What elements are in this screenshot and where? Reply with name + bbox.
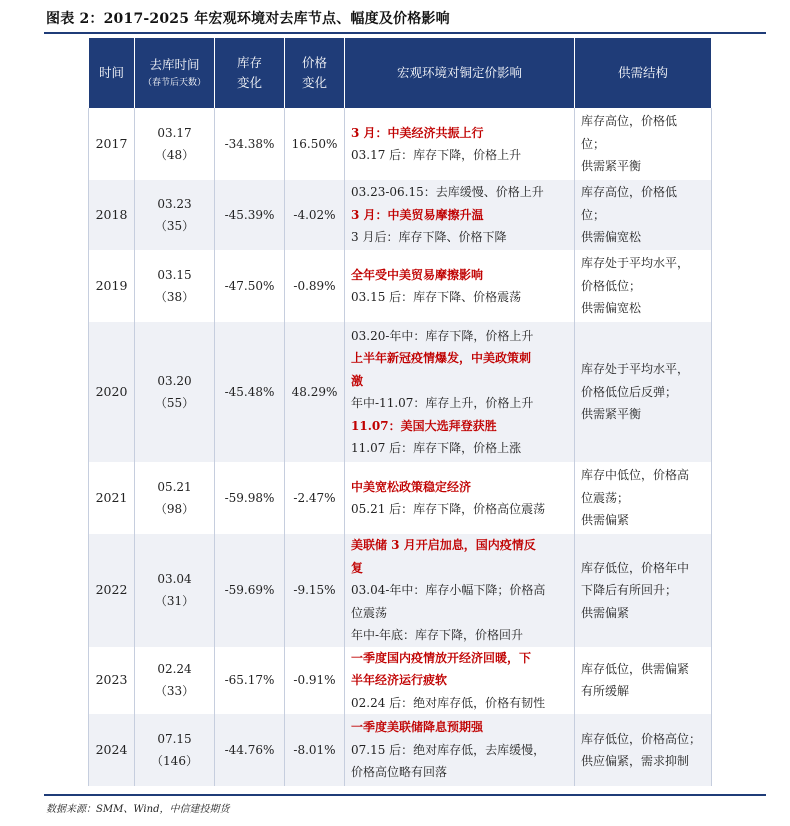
header-inventory-change: 库存变化 <box>215 38 285 108</box>
structure-line: 供需偏宽松 <box>581 230 642 245</box>
impact-line: 05.21 后：库存下降，价格高位震荡 <box>351 502 546 516</box>
impact-highlight-line: 3 月：中美经济共振上行 <box>351 125 484 140</box>
cell-macro-impact <box>345 534 575 647</box>
impact-line: 价格高位略有回落 <box>351 765 448 780</box>
structure-line: 库存处于平均水平， <box>581 362 690 377</box>
table-row <box>89 180 712 250</box>
cell-supply-demand <box>575 714 712 786</box>
table-row <box>89 462 712 534</box>
cell-supply-demand <box>575 462 712 534</box>
cell-price-change: -0.91% <box>285 647 345 715</box>
cell-year: 2024 <box>89 714 135 786</box>
cell-year: 2017 <box>89 108 135 180</box>
table-header-row <box>89 38 712 108</box>
cell-macro-impact <box>345 462 575 534</box>
header-supply-demand: 供需结构 <box>575 38 712 108</box>
impact-highlight-line: 3 月：中美贸易摩擦升温 <box>351 207 484 222</box>
cell-year: 2022 <box>89 534 135 647</box>
structure-line: 库存低位，价格高位； <box>581 731 702 746</box>
header-price-change: 价格变化 <box>285 38 345 108</box>
destock-date: 03.15 <box>157 267 192 282</box>
days-after-spring-festival: （98） <box>154 502 195 516</box>
impact-highlight-line: 半年经济运行疲软 <box>351 673 448 687</box>
cell-macro-impact <box>345 714 575 786</box>
cell-supply-demand <box>575 250 712 322</box>
structure-line: 位； <box>581 136 606 151</box>
cell-macro-impact <box>345 108 575 180</box>
source-note: 数据来源：SMM、Wind，中信建投期货 <box>46 804 230 815</box>
table-row <box>89 714 712 786</box>
cell-macro-impact <box>345 647 575 715</box>
impact-highlight-line: 一季度国内疫情放开经济回暖，下 <box>351 650 532 665</box>
days-after-spring-festival: （33） <box>154 684 195 699</box>
structure-line: 位； <box>581 207 606 222</box>
impact-highlight-line: 一季度美联储降息预期强 <box>351 720 484 735</box>
cell-inventory-change: -34.38% <box>215 108 285 180</box>
header-time: 时间 <box>89 38 135 108</box>
impact-line: 03.20-年中：库存下降，价格上升 <box>351 328 534 343</box>
impact-line: 位震荡 <box>351 605 388 620</box>
impact-highlight-line: 上半年新冠疫情爆发，中美政策刺 <box>351 351 532 365</box>
destock-date: 03.04 <box>157 571 192 586</box>
title-rule <box>44 32 766 34</box>
header-macro-impact: 宏观环境对铜定价影响 <box>345 38 575 108</box>
cell-price-change: 48.29% <box>285 322 345 462</box>
days-after-spring-festival: （48） <box>154 148 195 162</box>
impact-line: 03.17 后：库存下降，价格上升 <box>351 148 522 162</box>
days-after-spring-festival: （31） <box>154 594 195 609</box>
cell-inventory-change: -44.76% <box>215 714 285 786</box>
cell-supply-demand <box>575 108 712 180</box>
cell-inventory-change: -59.69% <box>215 534 285 647</box>
cell-inventory-change: -45.39% <box>215 180 285 250</box>
cell-macro-impact <box>345 322 575 462</box>
impact-line: 年中-年底：库存下降，价格回升 <box>351 628 524 642</box>
cell-year: 2021 <box>89 462 135 534</box>
cell-price-change: -0.89% <box>285 250 345 322</box>
cell-inventory-change: -65.17% <box>215 647 285 715</box>
cell-destock-time <box>135 534 215 647</box>
impact-line: 年中-11.07：库存上升，价格上升 <box>351 396 534 410</box>
structure-line: 库存低位，供需偏紧 <box>581 661 690 676</box>
cell-price-change: -2.47% <box>285 462 345 534</box>
impact-highlight-line: 复 <box>351 560 364 575</box>
structure-line: 供需紧平衡 <box>581 159 642 174</box>
header-destock-time-sub: （春节后天数） <box>142 78 206 88</box>
cell-macro-impact <box>345 180 575 250</box>
destock-date: 03.17 <box>157 125 192 140</box>
impact-line: 03.23-06.15：去库缓慢、价格上升 <box>351 185 544 200</box>
header-destock-time-label: 去库时间 <box>149 57 200 72</box>
impact-line: 11.07 后：库存下降，价格上涨 <box>351 441 522 455</box>
structure-line: 库存中低位，价格高 <box>581 468 690 483</box>
days-after-spring-festival: （146） <box>151 754 198 768</box>
structure-line: 价格低位后反弹； <box>581 384 678 399</box>
cell-inventory-change: -45.48% <box>215 322 285 462</box>
structure-line: 供需偏紧 <box>581 605 630 620</box>
cell-supply-demand <box>575 647 712 715</box>
impact-line: 3 月后：库存下降、价格下降 <box>351 230 507 245</box>
impact-highlight-line: 中美宽松政策稳定经济 <box>351 479 472 494</box>
impact-line: 03.15 后：库存下降、价格震荡 <box>351 290 522 304</box>
cell-price-change: -9.15% <box>285 534 345 647</box>
cell-inventory-change: -59.98% <box>215 462 285 534</box>
cell-destock-time <box>135 647 215 715</box>
cell-destock-time <box>135 462 215 534</box>
structure-line: 供需偏紧 <box>581 513 630 528</box>
structure-line: 价格低位； <box>581 278 642 293</box>
days-after-spring-festival: （38） <box>154 290 195 304</box>
cell-supply-demand <box>575 180 712 250</box>
table-row <box>89 108 712 180</box>
impact-highlight-line: 11.07：美国大选拜登获胜 <box>351 418 497 433</box>
cell-destock-time <box>135 714 215 786</box>
impact-highlight-line: 全年受中美贸易摩擦影响 <box>351 267 484 282</box>
cell-price-change: -4.02% <box>285 180 345 250</box>
structure-line: 库存处于平均水平， <box>581 256 690 271</box>
structure-line: 位震荡； <box>581 490 630 505</box>
cell-supply-demand <box>575 534 712 647</box>
footer-rule <box>44 794 766 796</box>
data-table <box>88 38 712 786</box>
cell-year: 2020 <box>89 322 135 462</box>
days-after-spring-festival: （55） <box>154 396 195 410</box>
cell-inventory-change: -47.50% <box>215 250 285 322</box>
cell-year: 2023 <box>89 647 135 715</box>
days-after-spring-festival: （35） <box>154 219 195 233</box>
destock-date: 03.20 <box>157 373 192 388</box>
structure-line: 下降后有所回升； <box>581 583 678 597</box>
impact-highlight-line: 激 <box>351 373 364 388</box>
structure-line: 供需偏宽松 <box>581 301 642 316</box>
table-row <box>89 250 712 322</box>
destock-date: 03.23 <box>157 196 192 211</box>
cell-price-change: -8.01% <box>285 714 345 786</box>
impact-line: 02.24 后：绝对库存低，价格有韧性 <box>351 695 546 710</box>
cell-price-change: 16.50% <box>285 108 345 180</box>
cell-destock-time <box>135 180 215 250</box>
structure-line: 供应偏紧，需求抑制 <box>581 754 690 768</box>
structure-line: 供需紧平衡 <box>581 407 642 422</box>
impact-highlight-line: 美联储 3 月开启加息，国内疫情反 <box>351 538 536 552</box>
structure-line: 库存高位，价格低 <box>581 114 678 129</box>
cell-destock-time <box>135 250 215 322</box>
cell-year: 2018 <box>89 180 135 250</box>
destock-date: 02.24 <box>157 661 192 676</box>
destock-date: 05.21 <box>157 479 192 494</box>
table-row <box>89 647 712 715</box>
structure-line: 库存高位，价格低 <box>581 185 678 200</box>
figure-title: 图表 2：2017-2025 年宏观环境对去库节点、幅度及价格影响 <box>46 11 450 27</box>
cell-year: 2019 <box>89 250 135 322</box>
cell-destock-time <box>135 322 215 462</box>
table-row <box>89 534 712 647</box>
cell-macro-impact <box>345 250 575 322</box>
cell-supply-demand <box>575 322 712 462</box>
destock-date: 07.15 <box>157 731 192 746</box>
table-row <box>89 322 712 462</box>
structure-line: 库存低位，价格年中 <box>581 560 690 575</box>
header-destock-time <box>135 38 215 108</box>
impact-line: 03.04-年中：库存小幅下降；价格高 <box>351 583 546 597</box>
structure-line: 有所缓解 <box>581 684 630 699</box>
impact-line: 07.15 后：绝对库存低，去库缓慢， <box>351 742 546 757</box>
cell-destock-time <box>135 108 215 180</box>
table-body <box>89 108 712 786</box>
